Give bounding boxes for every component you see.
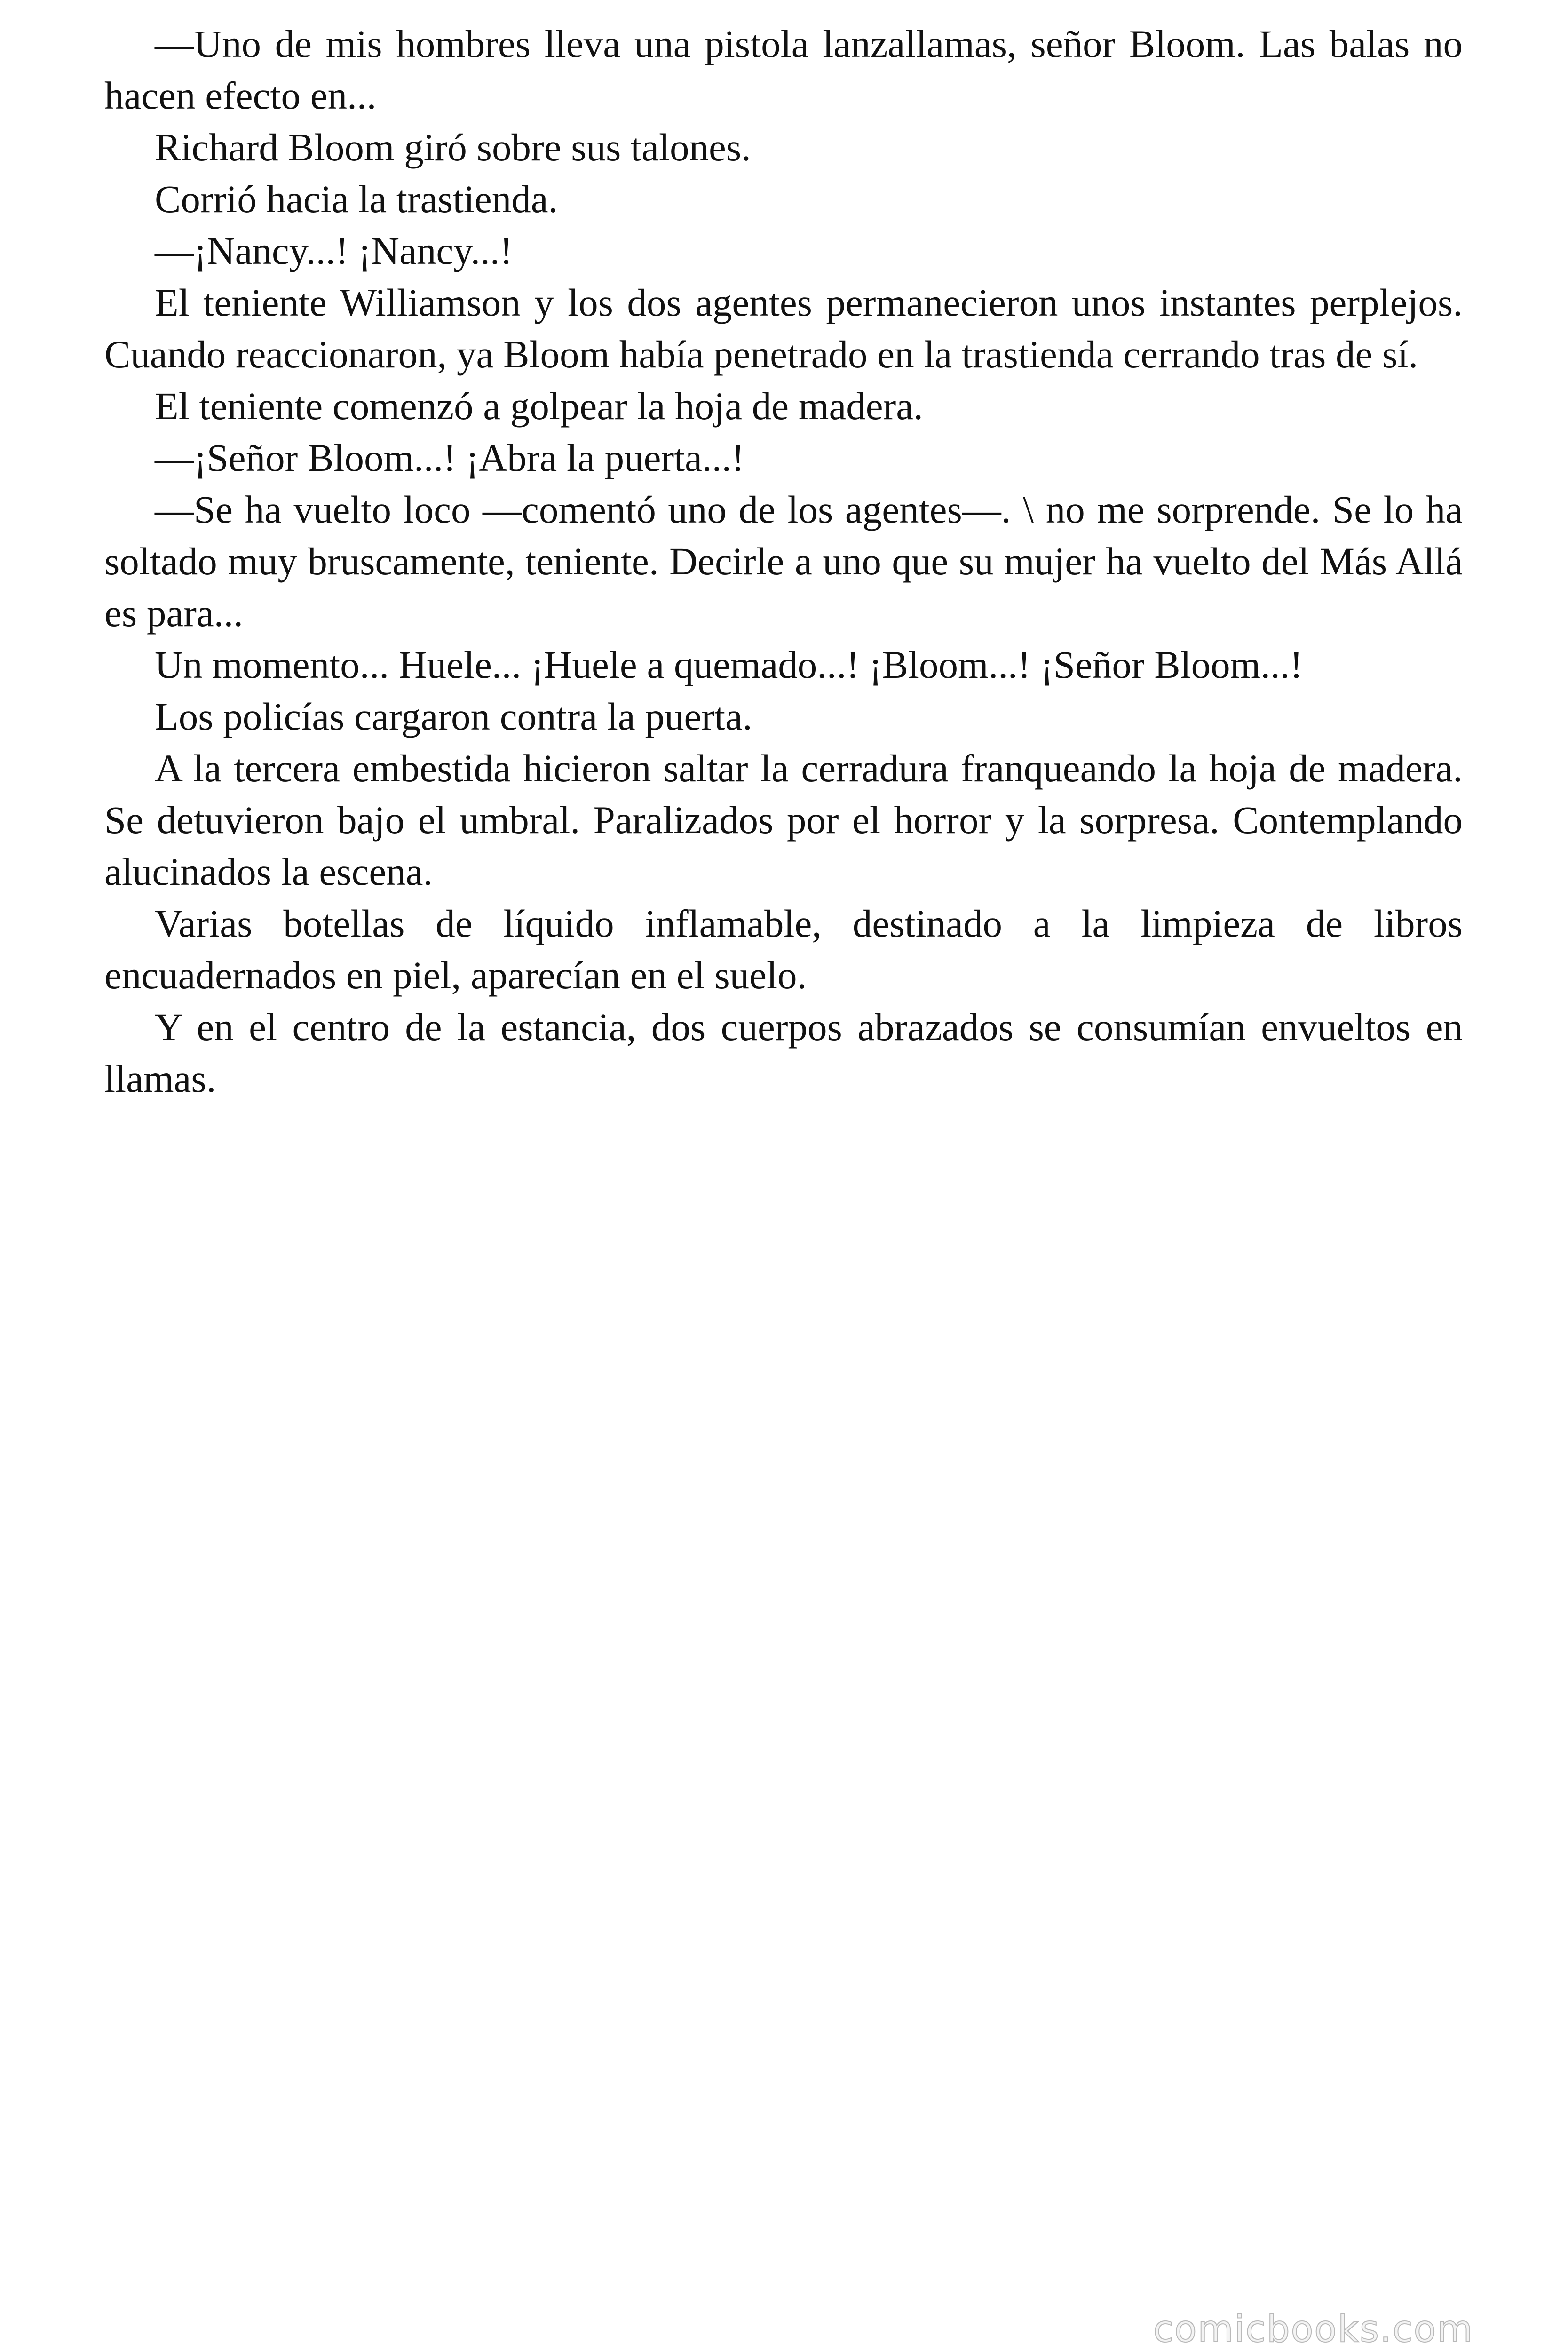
paragraph: Richard Bloom giró sobre sus talones.: [155, 126, 751, 169]
watermark-logo: comicbooks.com: [1153, 2308, 1474, 2351]
paragraph: —Se ha vuelto loco —comentó uno de los agentes—. \ no me sorprende. Se lo ha soltado muy bruscamente, teniente. Decirle a uno que su mujer ha vuelto del Más Allá es para...: [104, 488, 1463, 635]
paragraph: A la tercera embestida hicieron saltar la cerradura franqueando la hoja de madera. Se detuvieron bajo el umbral. Paralizados por el horror y la sorpresa. Contemplando alucinados la escena.: [104, 747, 1463, 893]
paragraph: El teniente comenzó a golpear la hoja de madera.: [155, 384, 923, 428]
paragraph: —¡Nancy...! ¡Nancy...!: [155, 229, 513, 272]
paragraph: Varias botellas de líquido inflamable, destinado a la limpieza de libros encuadernados en piel, aparecían en el suelo.: [104, 902, 1463, 997]
paragraph: —Uno de mis hombres lleva una pistola lanzallamas, señor Bloom. Las balas no hacen efecto en...: [104, 22, 1463, 117]
paragraph: Y en el centro de la estancia, dos cuerpos abrazados se consumían envueltos en llamas.: [104, 1005, 1463, 1100]
paragraph: —¡Señor Bloom...! ¡Abra la puerta...!: [155, 436, 744, 479]
paragraph: Un momento... Huele... ¡Huele a quemado...! ¡Bloom...! ¡Señor Bloom...!: [155, 643, 1303, 686]
paragraph: Corrió hacia la trastienda.: [155, 177, 558, 221]
body-text: [104, 18, 1463, 1104]
paragraph: Los policías cargaron contra la puerta.: [155, 695, 752, 738]
paragraph: El teniente Williamson y los dos agentes permanecieron unos instantes perplejos. Cuando reaccionaron, ya Bloom había penetrado en la trastienda cerrando tras de sí.: [104, 281, 1463, 376]
